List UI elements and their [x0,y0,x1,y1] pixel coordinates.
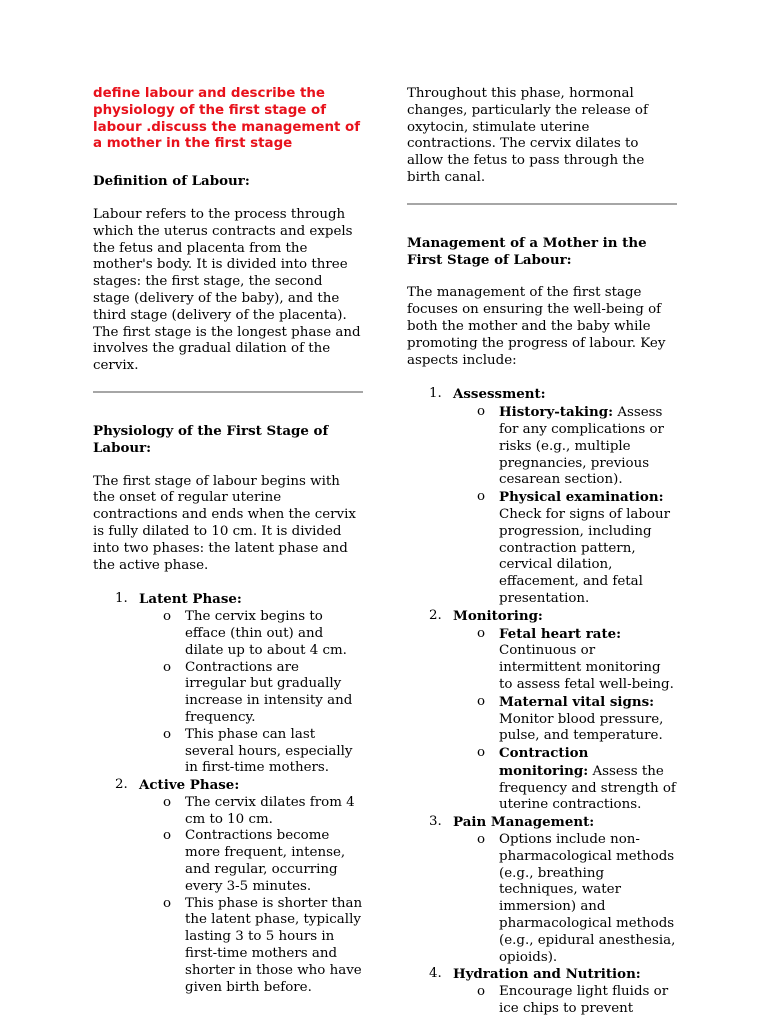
item-label: Pain Management: [453,814,595,831]
point-text: Contractions are irregular but gradually increase in intensity and frequency. [185,659,353,725]
definition-body: Labour refers to the process through which the uterus contracts and expels the fetus and placenta from the mother's body. It is divided into three stages: the first stage, the second stage (delivery of the baby), and the third stage (delivery of the placenta). The first stage is the longest phase and involves the gradual dilation of the cervix. [93,206,361,374]
sub-list [453,832,677,966]
bullet-icon: o [477,832,486,848]
list-item [139,609,363,659]
point-label: Maternal vital signs: [499,693,655,710]
list-item-active-phase [93,777,363,996]
list-number: 2. [115,777,128,793]
list-number: 2. [429,607,442,623]
point-text: The cervix dilates from 4 cm to 10 cm. [185,794,355,827]
bullet-icon: o [477,625,486,641]
management-intro: The management of the first stage focuses on ensuring the well-being of both the mother and the baby while promoting the progress of labour. Key aspects include: [407,285,666,368]
point-text: Options include non-pharmacological methods (e.g., breathing techniques, water immersion) and pharmacological methods (e.g., epidural anesthesia, opioids). [499,832,676,965]
list-item [139,896,363,997]
list-item-assessment [407,386,677,607]
point-text: Monitor blood pressure, pulse, and temperature. [499,711,664,744]
list-number: 4. [429,966,442,982]
bullet-icon: o [163,895,172,911]
point-label: Contraction monitoring: [499,745,589,779]
list-number: 1. [429,386,442,402]
sub-list [453,984,677,1018]
point-label: Physical examination: [499,489,664,506]
point-label: History-taking: [499,404,614,421]
sub-list [139,795,363,997]
list-item [139,828,363,895]
document-title: define labour and describe the physiology of the first stage of labour .discuss the management of a mother in the first stage [93,86,361,152]
physiology-heading: Physiology of the First Stage of Labour: [93,422,329,456]
list-number: 3. [429,814,442,830]
list-item [453,984,677,1018]
sub-list [453,404,677,608]
bullet-icon: o [477,693,486,709]
bullet-icon: o [163,726,172,742]
point-text: Check for signs of labour progression, including contraction pattern, cervical dilation, effacement, and fetal presentation. [499,506,671,606]
point-text: Encourage light fluids or ice chips to prevent [499,984,669,1017]
bullet-icon: o [477,489,486,505]
bullet-icon: o [477,404,486,420]
point-text: Assess the frequency and strength of uterine contractions. [499,763,676,813]
point-text: Contractions become more frequent, intense, and regular, occurring every 3-5 minutes. [185,828,346,894]
list-item [453,626,677,694]
list-item-hydration [407,966,677,1017]
point-text: Assess for any complications or risks (e.g., multiple pregnancies, previous cesarean section). [499,405,664,488]
bullet-icon: o [163,659,172,675]
point-label: Fetal heart rate: [499,625,622,642]
phase-label: Active Phase: [139,777,240,794]
physiology-closing: Throughout this phase, hormonal changes, particularly the release of oxytocin, stimulate uterine contractions. The cervix dilates to allow the fetus to pass through the birth canal. [407,86,648,185]
item-label: Assessment: [453,386,546,403]
item-label: Hydration and Nutrition: [453,966,641,983]
list-number: 1. [115,591,128,607]
list-item [139,795,363,829]
bullet-icon: o [477,745,486,761]
list-item [139,660,363,727]
definition-heading: Definition of Labour: [93,173,250,190]
list-item-pain-management [407,814,677,966]
sub-list [139,609,363,777]
physiology-intro: The first stage of labour begins with the onset of regular uterine contractions and ends when the cervix is fully dilated to 10 cm. It is divided into two phases: the latent phase and the active phase. [93,473,356,573]
list-item-monitoring [407,608,677,815]
list-item-latent-phase [93,591,363,777]
list-item [453,745,677,814]
management-list [407,386,677,1017]
point-text: The cervix begins to efface (thin out) and dilate up to about 4 cm. [185,609,347,658]
phase-label: Latent Phase: [139,591,242,608]
list-item [139,727,363,777]
point-text: Continuous or intermittent monitoring to assess fetal well-being. [499,643,674,692]
item-label: Monitoring: [453,607,543,624]
list-item [453,404,677,489]
point-text: This phase can last several hours, especially in first-time mothers. [185,726,353,776]
list-item [453,832,677,966]
list-item [453,694,677,745]
bullet-icon: o [163,609,172,625]
right-column [407,86,677,1018]
left-column [93,86,363,996]
bullet-icon: o [163,794,172,810]
sub-list [453,626,677,815]
bullet-icon: o [477,984,486,1000]
management-heading: Management of a Mother in the First Stage of Labour: [407,234,647,268]
list-item [453,489,677,608]
phase-list [93,591,363,996]
bullet-icon: o [163,828,172,844]
point-text: This phase is shorter than the latent phase, typically lasting 3 to 5 hours in first-time mothers and shorter in those who have given birth before. [185,895,363,995]
